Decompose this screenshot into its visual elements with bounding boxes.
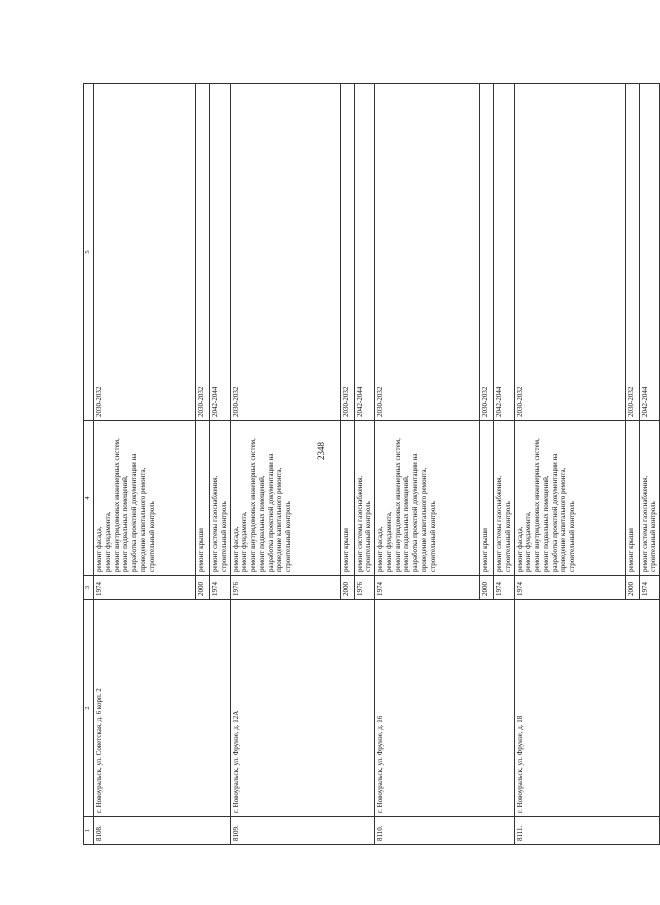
work-type-line: ремонт внутридомовых инженерных систем,	[393, 438, 402, 572]
work-type-line: строительный контроль	[568, 501, 576, 572]
work-type-line: ремонт крыши	[197, 528, 205, 572]
year-cell: 2000	[340, 576, 354, 600]
work-types-cell	[94, 421, 196, 576]
row-number-cell: 8110.	[375, 817, 515, 845]
work-type-line: ремонт системы газоснабжения,	[355, 475, 364, 572]
work-type-line: разработка проектной документации на	[550, 453, 559, 572]
work-types-cell	[196, 421, 210, 576]
work-type-line: ремонт фундамента,	[103, 511, 112, 572]
work-type-line: ремонт внутридомовых инженерных систем,	[112, 438, 121, 572]
work-types-cell	[625, 421, 639, 576]
year-cell: 1974	[494, 576, 515, 600]
period-cell: 2030-2032	[196, 84, 210, 421]
row-number-cell: 8108.	[94, 817, 231, 845]
work-type-line: ремонт крыши	[341, 528, 350, 572]
year-cell: 1974	[94, 576, 196, 600]
year-cell: 1976	[354, 576, 375, 600]
work-type-line: ремонт внутридомовых инженерных систем,	[533, 438, 541, 572]
table-row	[230, 84, 340, 845]
work-types-cell	[354, 421, 375, 576]
period-cell: 2030-2032	[340, 84, 354, 421]
period-cell: 2030-2032	[375, 84, 480, 421]
work-types-cell	[639, 421, 660, 576]
work-type-line: проведение капитального ремонта,	[559, 467, 568, 572]
header-col-2: 2	[84, 600, 94, 817]
work-type-line: ремонт подвальных помещений,	[257, 475, 266, 572]
year-cell: 2000	[480, 576, 494, 600]
work-type-line: разработка проектной документации на	[130, 453, 138, 572]
address-cell: г. Новоуральск, ул. Фрунзе, д. 18	[514, 600, 660, 817]
work-type-line: ремонт фундамента,	[240, 511, 249, 572]
year-cell: 1974	[210, 576, 231, 600]
work-type-line: ремонт фасада,	[376, 526, 384, 572]
work-type-line: строительный контроль	[219, 501, 228, 572]
year-cell: 1974	[514, 576, 625, 600]
header-col-3: 3	[84, 576, 94, 600]
period-cell: 2042-2044	[354, 84, 375, 421]
work-type-line: ремонт системы газоснабжения,	[211, 475, 219, 572]
period-cell: 2030-2032	[94, 84, 196, 421]
work-types-cell	[210, 421, 231, 576]
table-row	[375, 84, 480, 845]
address-cell: г. Новоуральск, ул. Советская, д. 6 корп. 2	[94, 600, 231, 817]
period-cell: 2042-2044	[639, 84, 660, 421]
work-type-line: ремонт фасада,	[95, 526, 103, 572]
work-types-cell	[494, 421, 515, 576]
work-type-line: строительный контроль	[428, 501, 437, 572]
work-type-line: проведение капитального ремонта,	[138, 467, 147, 572]
year-cell: 1976	[230, 576, 340, 600]
work-types-cell	[514, 421, 625, 576]
header-col-4: 4	[84, 421, 94, 576]
work-type-line: ремонт внутридомовых инженерных систем,	[249, 438, 257, 572]
work-type-line: ремонт крыши	[626, 528, 635, 572]
work-type-line: ремонт фасада,	[515, 526, 524, 572]
year-cell: 2000	[625, 576, 639, 600]
work-type-line: ремонт подвальных помещений,	[541, 475, 550, 572]
period-cell: 2030-2032	[230, 84, 340, 421]
year-cell: 1974	[375, 576, 480, 600]
address-cell: г. Новоуральск, ул. Фрунзе, д. 12А	[230, 600, 375, 817]
period-cell: 2042-2044	[210, 84, 231, 421]
address-cell: г. Новоуральск, ул. Фрунзе, д. 16	[375, 600, 515, 817]
work-type-line: проведение капитального ремонта,	[275, 467, 284, 572]
work-type-line: строительный контроль	[649, 501, 658, 572]
work-type-line: проведение капитального ремонта,	[419, 467, 428, 572]
period-cell: 2042-2044	[494, 84, 515, 421]
table-body	[84, 84, 660, 845]
year-cell: 2000	[196, 576, 210, 600]
page-number: 2348	[316, 442, 326, 460]
repair-schedule-table	[83, 83, 660, 845]
header-col-5: 5	[84, 84, 94, 421]
work-type-line: ремонт фундамента,	[384, 511, 393, 572]
work-type-line: ремонт подвальных помещений,	[402, 475, 411, 572]
table-row	[514, 84, 625, 845]
work-type-line: строительный контроль	[284, 501, 292, 572]
rotated-table-wrapper	[83, 83, 658, 845]
work-type-line: ремонт фасада,	[231, 526, 240, 572]
work-type-line: разработка проектной документации на	[266, 453, 275, 572]
header-col-1: 1	[84, 817, 94, 845]
work-type-line: строительный контроль	[364, 501, 373, 572]
work-types-cell	[230, 421, 340, 576]
work-type-line: ремонт подвальных помещений,	[121, 475, 130, 572]
work-types-cell	[340, 421, 354, 576]
work-type-line: разработка проектной документации на	[411, 453, 419, 572]
work-type-line: ремонт крыши	[481, 528, 489, 572]
work-type-line: строительный контроль	[147, 501, 156, 572]
work-type-line: ремонт фундамента,	[524, 511, 533, 572]
row-number-cell: 8109.	[230, 817, 375, 845]
work-type-line: ремонт системы газоснабжения,	[495, 475, 503, 572]
period-cell: 2030-2032	[625, 84, 639, 421]
work-types-cell	[480, 421, 494, 576]
year-cell: 1974	[639, 576, 660, 600]
period-cell: 2030-2032	[514, 84, 625, 421]
work-types-cell	[375, 421, 480, 576]
period-cell: 2030-2032	[480, 84, 494, 421]
column-number-header	[84, 84, 94, 845]
row-number-cell: 8111.	[514, 817, 660, 845]
work-type-line: ремонт системы газоснабжения,	[640, 475, 649, 572]
work-type-line: строительный контроль	[503, 501, 512, 572]
table-row	[94, 84, 196, 845]
